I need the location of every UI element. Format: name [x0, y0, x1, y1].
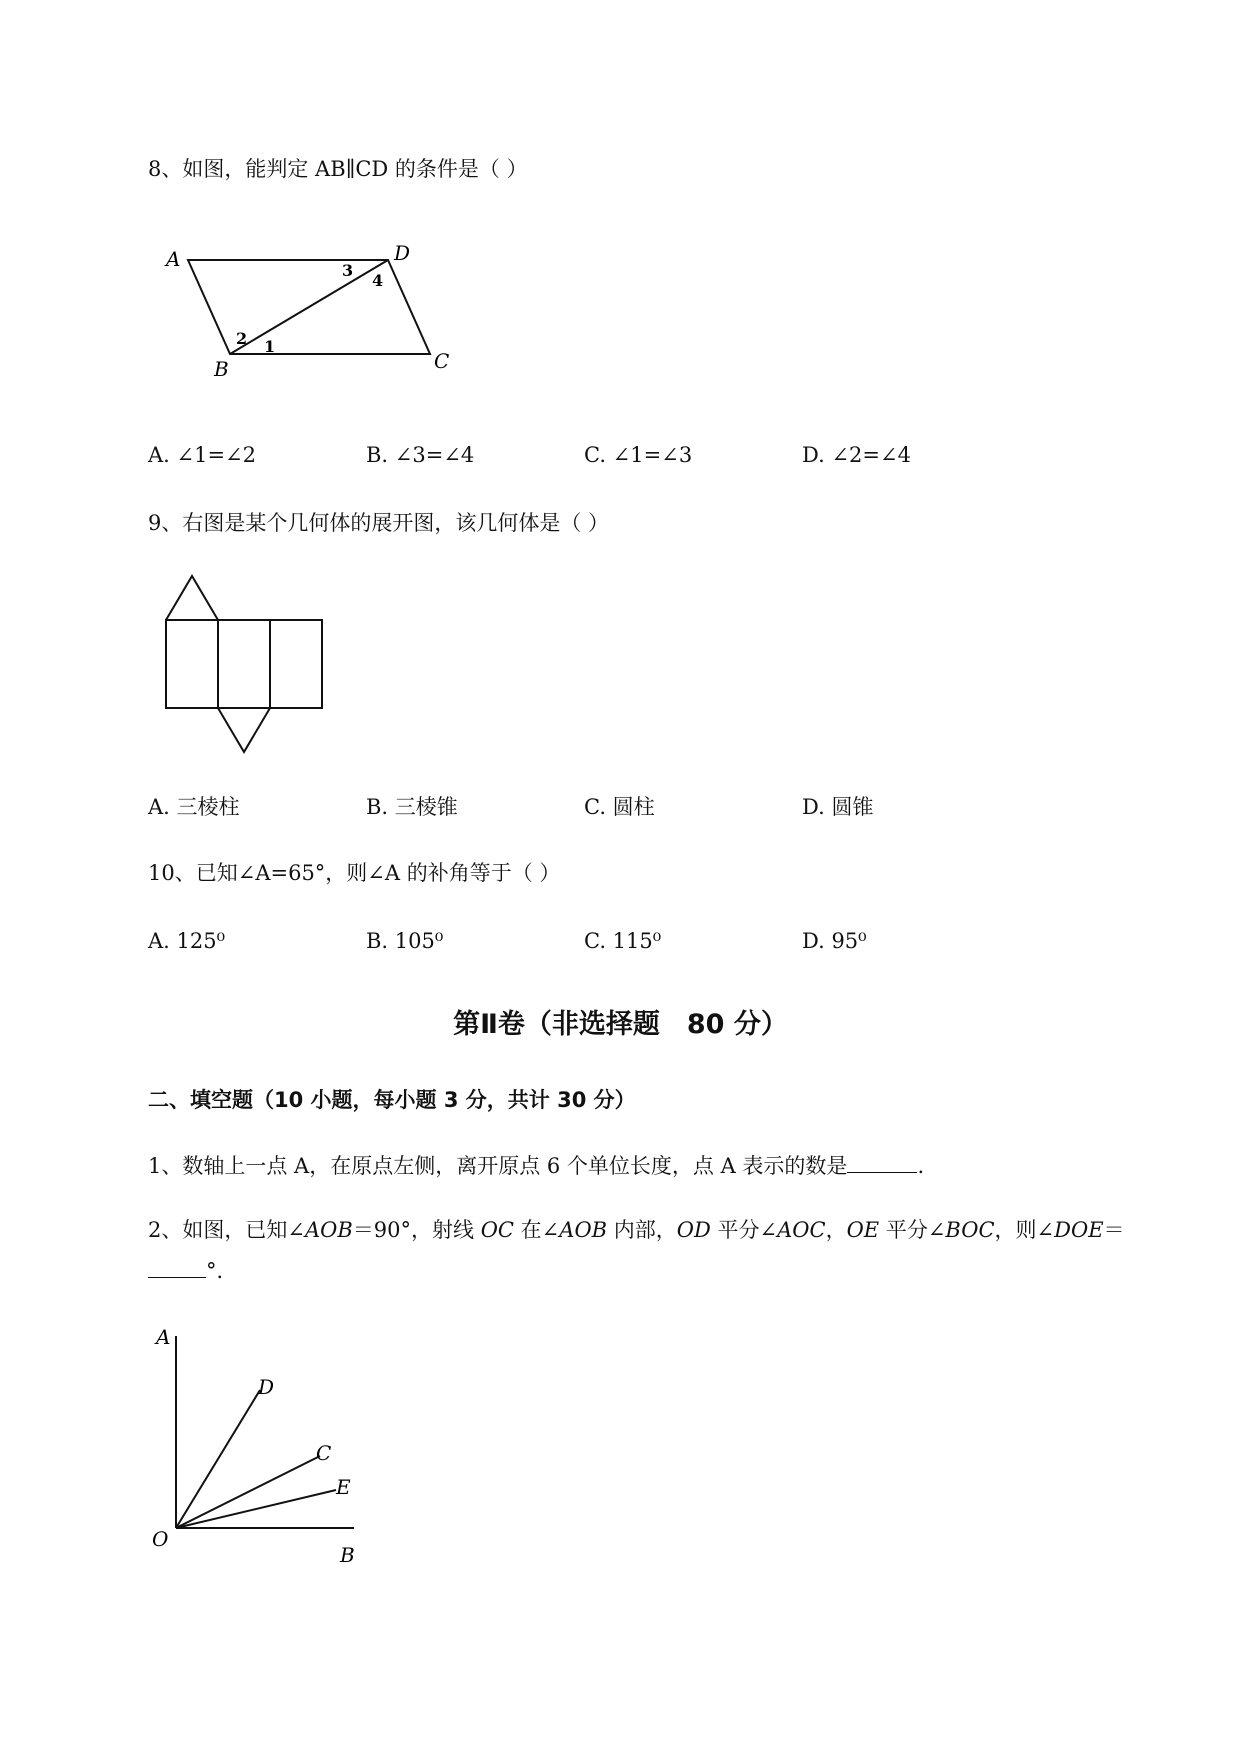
q10-option-d[interactable]: D. 95⁰: [802, 929, 867, 953]
fill-question-2-line-2: [148, 1255, 238, 1286]
q8-option-a[interactable]: A. ∠1=∠2: [148, 443, 257, 467]
fill-2-text-5: 平分∠: [710, 1218, 778, 1242]
q9-options: [148, 792, 1048, 822]
q8-angle-1: 1: [264, 337, 276, 356]
q8-angle-4: 4: [372, 271, 384, 290]
fill-2-angle-boc: BOC: [945, 1218, 995, 1242]
fill-2-angle-doe: DOE: [1054, 1218, 1104, 1242]
fill-2-ray-od: OD: [676, 1218, 711, 1242]
fill-in-heading: 二、填空题（10 小题，每小题 3 分，共计 30 分）: [148, 1088, 636, 1112]
q8-angle-2: 2: [236, 329, 248, 348]
q9-option-c[interactable]: C. 圆柱: [584, 795, 655, 819]
q8-option-b[interactable]: B. ∠3=∠4: [366, 443, 475, 467]
q8-label-C: C: [434, 349, 450, 373]
q9-prism-net-figure: [164, 574, 334, 758]
fill-2-label-B: B: [340, 1543, 355, 1564]
fill-2-label-C: C: [316, 1441, 332, 1465]
fill-2-text-9: ＝: [1103, 1218, 1125, 1242]
fill-2-text-3: 在∠: [514, 1218, 560, 1242]
fill-2-text-4: 内部，: [607, 1218, 677, 1242]
q9-option-b[interactable]: B. 三棱锥: [366, 795, 458, 819]
fill-2-ray-oc: OC: [480, 1218, 514, 1242]
fill-2-angle-aoc: AOC: [777, 1218, 826, 1242]
q10-option-a[interactable]: A. 125⁰: [148, 929, 226, 953]
fill-1-tail: .: [917, 1154, 925, 1178]
q9-option-a[interactable]: A. 三棱柱: [148, 795, 240, 819]
fill-2-angle-figure: [148, 1322, 378, 1564]
q8-option-c[interactable]: C. ∠1=∠3: [584, 443, 693, 467]
question-10-stem: 10、已知∠A=65°，则∠A 的补角等于（ ）: [148, 861, 561, 885]
fill-2-text-8: ，则∠: [994, 1218, 1055, 1242]
q8-label-A: A: [166, 247, 181, 271]
fill-1-text: 1、数轴上一点 A，在原点左侧，离开原点 6 个单位长度，点 A 表示的数是: [148, 1154, 848, 1178]
section-2-title: 第Ⅱ卷（非选择题 80 分）: [453, 1009, 788, 1040]
q8-label-D: D: [394, 241, 411, 265]
q8-parallelogram-figure: [160, 238, 460, 378]
fill-question-1: [148, 1150, 924, 1181]
fill-2-text-7: 平分∠: [879, 1218, 946, 1242]
fill-2-angle-aob-2: AOB: [559, 1218, 608, 1242]
q10-option-b[interactable]: B. 105⁰: [366, 929, 444, 953]
q10-option-c[interactable]: C. 115⁰: [584, 929, 662, 953]
fill-2-label-E: E: [336, 1475, 351, 1499]
q10-options: [148, 926, 1048, 956]
question-9-stem: 9、右图是某个几何体的展开图，该几何体是（ ）: [148, 511, 610, 535]
q9-option-d[interactable]: D. 圆锥: [802, 795, 874, 819]
fill-1-answer-blank[interactable]: [847, 1150, 917, 1173]
fill-2-tail: °．: [206, 1259, 238, 1283]
fill-2-answer-blank[interactable]: [148, 1255, 206, 1278]
q8-option-d[interactable]: D. ∠2=∠4: [802, 443, 911, 467]
fill-2-ray-oe: OE: [846, 1218, 880, 1242]
fill-2-text-1: 2、如图，已知∠: [148, 1218, 305, 1242]
q8-options: [148, 440, 1048, 470]
fill-question-2-line-1: [148, 1215, 1125, 1245]
question-8-stem: 8、如图，能判定 AB∥CD 的条件是（ ）: [148, 157, 528, 181]
fill-2-label-O: O: [152, 1527, 169, 1551]
fill-2-label-D: D: [258, 1375, 275, 1399]
fill-2-label-A: A: [156, 1325, 171, 1349]
q8-label-B: B: [214, 357, 229, 378]
fill-2-text-2: ＝90°，射线: [352, 1218, 481, 1242]
q8-angle-3: 3: [342, 261, 354, 280]
fill-2-text-6: ，: [825, 1218, 847, 1242]
fill-2-angle-aob: AOB: [304, 1218, 353, 1242]
